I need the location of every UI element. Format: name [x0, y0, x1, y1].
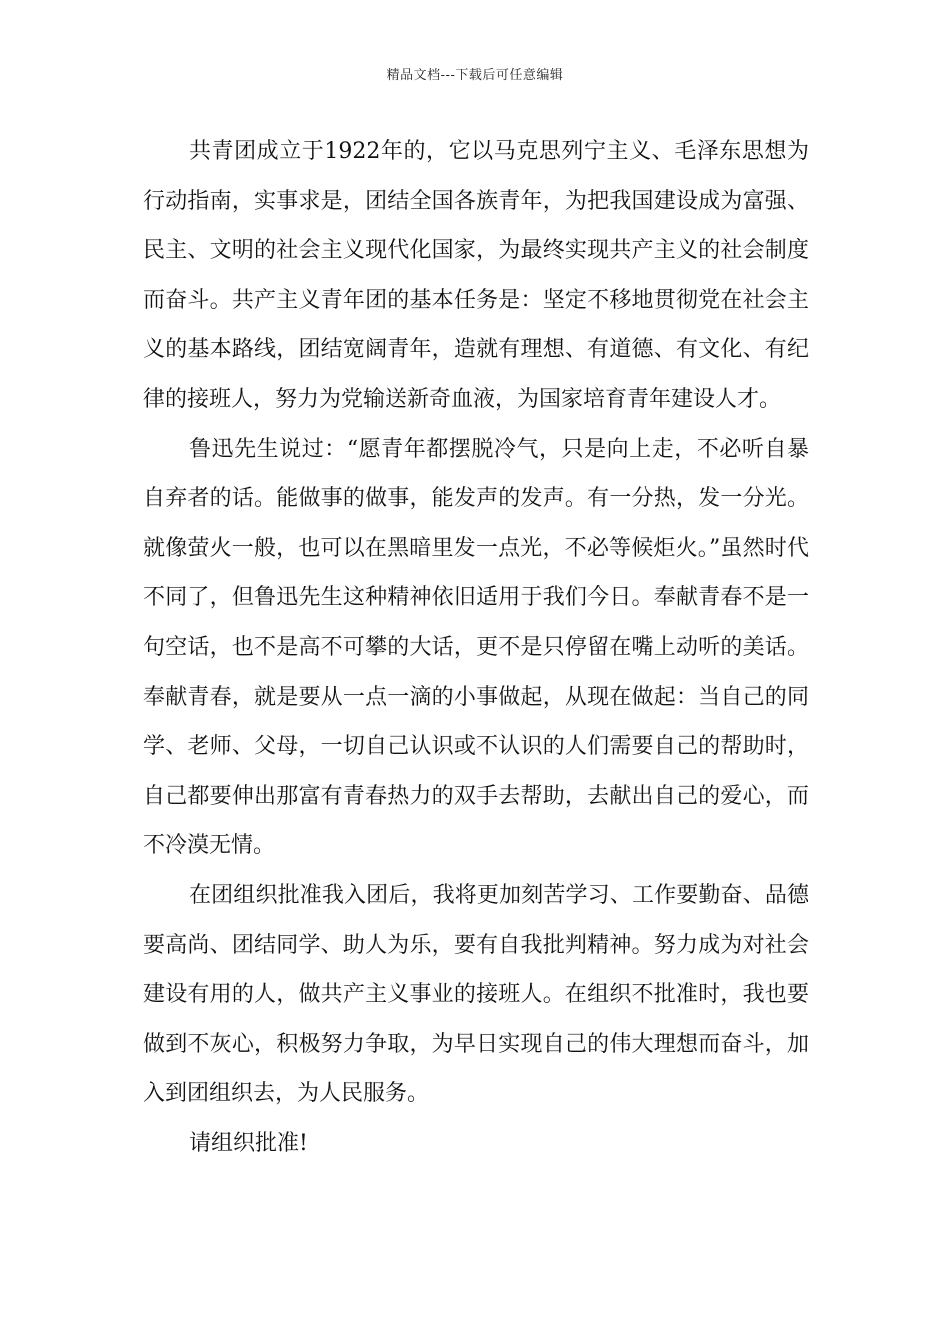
paragraph-4-closing: 请组织批准! [189, 1130, 308, 1156]
paragraph-1: 共青团成立于1922年的，它以马克思列宁主义、毛泽东思想为行动指南，实事求是，团结全国各族青年，为把我国建设成为富强、民主、文明的社会主义现代化国家，为最终实现共产主义的社会制度而奋斗。共产主义青年团的基本任务是：坚定不移地贯彻党在社会主义的基本路线，团结宽阔青年，造就有理想、有道德、有文化、有纪律的接班人，努力为党输送新奇血液，为国家培育青年建设人才。 [143, 139, 809, 412]
page-header: 精品文档---下载后可任意编辑 [386, 68, 564, 83]
document-body [143, 127, 809, 1168]
paragraph-3: 在团组织批准我入团后，我将更加刻苦学习、工作要勤奋、品德要高尚、团结同学、助人为乐，要有自我批判精神。努力成为对社会建设有用的人，做共产主义事业的接班人。在组织不批准时，我也要做到不灰心，积极努力争取，为早日实现自己的伟大理想而奋斗，加入到团组织去，为人民服务。 [143, 882, 809, 1107]
paragraph-2: 鲁迅先生说过：“愿青年都摆脱冷气，只是向上走，不必听自暴自弃者的话。能做事的做事，能发声的发声。有一分热，发一分光。就像萤火一般，也可以在黑暗里发一点光，不必等候炬火。”虽然时代不同了，但鲁迅先生这种精神依旧适用于我们今日。奉献青春不是一句空话，也不是高不可攀的大话，更不是只停留在嘴上动听的美话。奉献青春，就是要从一点一滴的小事做起，从现在做起：当自己的同学、老师、父母，一切自己认识或不认识的人们需要自己的帮助时，自己都要伸出那富有青春热力的双手去帮助，去献出自己的爱心，而不冷漠无情。 [143, 436, 809, 859]
